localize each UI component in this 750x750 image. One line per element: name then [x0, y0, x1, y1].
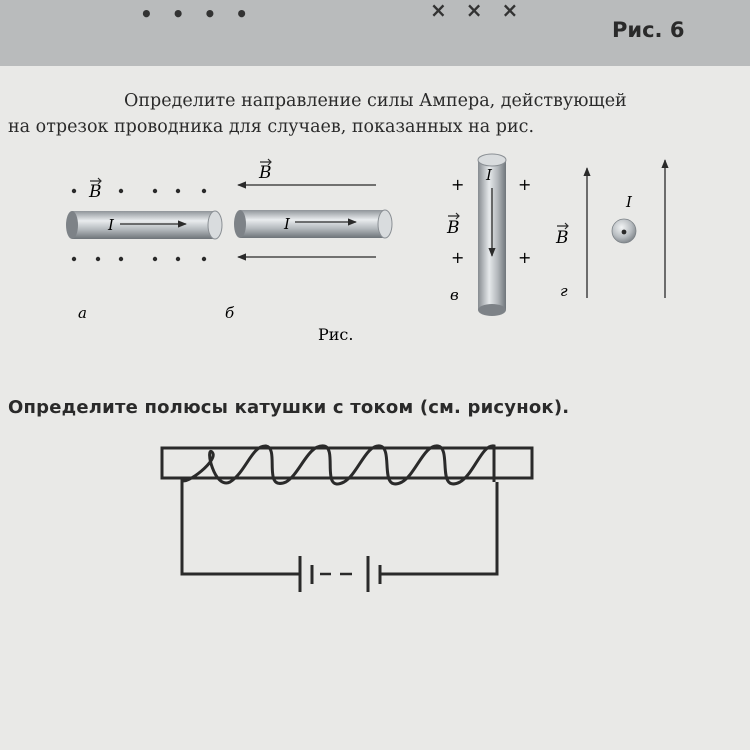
panel-v-plus-3: + — [451, 248, 465, 267]
panel-g-current-label: I — [626, 193, 632, 211]
panel-g-field-label: B — [556, 228, 569, 248]
figure-1-caption: Рис. — [318, 325, 354, 344]
panel-v-plus-4: + — [518, 248, 532, 267]
circuit-wires — [182, 478, 497, 574]
panel-g-current-out-dot — [622, 230, 627, 235]
panel-g-label: г — [560, 282, 568, 300]
figure-reference: Рис. 6 — [612, 18, 685, 42]
panel-v-label: в — [450, 286, 459, 304]
task-2-text: Определите полюсы катушки с током (см. рисунок). — [8, 397, 570, 418]
task-1-line-1: Определите направление силы Ампера, действующей — [124, 91, 627, 111]
panel-b-label: б — [225, 304, 235, 322]
panel-b-field-label: B — [259, 163, 272, 183]
panel-v-plus-1: + — [451, 175, 465, 194]
panel-b-conductor — [234, 210, 392, 238]
panel-a-label: а — [78, 304, 87, 322]
panel-a-conductor — [66, 211, 222, 239]
panel-v-plus-2: + — [518, 175, 532, 194]
coil-circuit — [162, 446, 532, 592]
panel-b — [225, 159, 392, 322]
panel-v — [446, 154, 531, 316]
panel-v-current-label: I — [486, 166, 492, 184]
task-1-line-2: на отрезок проводника для случаев, показанных на рис. — [8, 117, 535, 137]
panel-g — [555, 160, 665, 300]
panel-a-dots-bottom — [72, 257, 206, 261]
panel-a-field-label: B — [89, 182, 102, 202]
panel-b-current-label: I — [284, 215, 290, 233]
panel-v-field-label: B — [447, 218, 460, 238]
header-dots: • • • • — [140, 2, 255, 26]
panel-a-current-label: I — [108, 216, 114, 234]
panel-a — [66, 178, 222, 322]
header-crosses: × × × — [430, 0, 525, 22]
